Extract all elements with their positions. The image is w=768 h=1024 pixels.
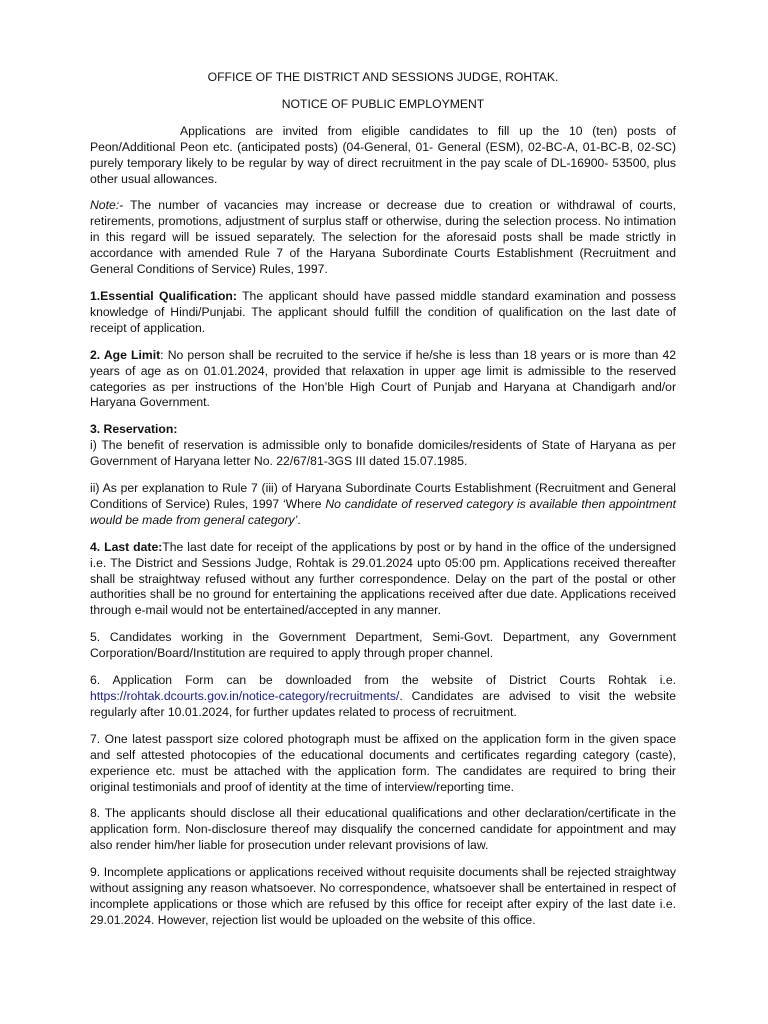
document-title: OFFICE OF THE DISTRICT AND SESSIONS JUDGE, ROHTAK. xyxy=(207,70,559,84)
reservation-point-2-text: ii) As per explanation to Rule 7 (iii) of Haryana Subordinate Courts Establishment (Recruitment and General Conditions of Service) Rules, 1997 ‘Where xyxy=(90,481,676,511)
qualification-label: 1.Essential Qualification: xyxy=(90,288,237,303)
point-9-paragraph: 9. Incomplete applications or applications received without requisite documents shall be rejected straightway without assigning any reason whatsoever. No correspondence, whatsoever shall be entertained in respect of incomplete applications or those which are refused by this office for receipt after expiry of the last date i.e. 29.01.2024. However, rejection list would be uploaded on the website of this office. xyxy=(90,865,676,927)
point-5-paragraph: 5. Candidates working in the Government Department, Semi-Govt. Department, any Government Corporation/Board/Institution are required to apply through proper channel. xyxy=(90,630,676,661)
last-date-paragraph xyxy=(90,540,676,620)
point-8-paragraph: 8. The applicants should disclose all their educational qualifications and other declaration/certificate in the application form. Non-disclosure thereof may disqualify the concerned candidate for appointment and may also render him/her liable for prosecution under relevant provisions of law. xyxy=(90,806,676,853)
point-6-paragraph xyxy=(90,673,676,721)
note-label: Note:- xyxy=(90,198,124,213)
point-6-text-before: 6. Application Form can be downloaded from the website of District Courts Rohtak i.e. xyxy=(90,673,676,688)
point-6-text-after: . Candidates are advised to visit the website regularly after 10.01.2024, for further updates related to process of recruitment. xyxy=(90,689,676,719)
reservation-paragraph xyxy=(90,422,676,470)
recruitment-link[interactable]: https://rohtak.dcourts.gov.in/notice-category/recruitments/ xyxy=(90,689,400,703)
reservation-point-2-italic: No candidate of reserved category is available then appointment would be made from general category’ xyxy=(90,496,676,527)
point-7-paragraph: 7. One latest passport size colored photograph must be affixed on the application form in the given space and self attested photocopies of the educational documents and certificates regarding category (caste), experience etc. must be attached with the application form. The candidates are required to bring their original testimonials and proof of identity at the time of interview/reporting time. xyxy=(90,731,676,794)
qualification-paragraph xyxy=(90,289,676,337)
reservation-label: 3. Reservation: xyxy=(90,422,178,437)
intro-paragraph: Applications are invited from eligible candidates to fill up the 10 (ten) posts of Peon/Additional Peon etc. (anticipated posts) (04-General, 01- General (ESM), 02-BC-A, 01-BC-B, 02-SC) purely temporary likely to be regular by way of direct recruitment in the pay scale of DL-16900- 53500, plus other usual allowances. xyxy=(90,123,676,186)
note-paragraph xyxy=(90,198,676,278)
age-limit-text: : No person shall be recruited to the service if he/she is less than 18 years or is more than 42 years of age as on 01.01.2024, provided that relaxation in upper age limit is admissible to the reserved categories as per instructions of the Hon’ble High Court of Punjab and Haryana at Chandigarh and/or Haryana Government. xyxy=(90,347,677,410)
age-limit-paragraph xyxy=(90,348,676,412)
reservation-point-2 xyxy=(90,481,676,529)
last-date-text: The last date for receipt of the applications by post or by hand in the office of the undersigned i.e. The District and Sessions Judge, Rohtak is 29.01.2024 upto 05:00 pm. Applications received thereafter shall be straightway refused without any further correspondence. Delay on the part of the postal or other authorities shall be no ground for entertaining the applications received after due date. Applications received through e-mail would not be entertained/accepted in any manner. xyxy=(90,539,676,618)
last-date-label: 4. Last date: xyxy=(90,539,163,554)
note-text: The number of vacancies may increase or decrease due to creation or withdrawal of courts, retirements, promotions, adjustment of surplus staff or otherwise, during the selection process. No intimation in this regard will be issued separately. The selection for the aforesaid posts shall be made strictly in accordance with amended Rule 7 of the Haryana Subordinate Courts Establishment (Recruitment and General Conditions of Service) Rules, 1997. xyxy=(90,198,676,277)
qualification-text: The applicant should have passed middle standard examination and possess knowledge of Hindi/Punjabi. The applicant should fulfill the condition of qualification on the last date of receipt of application. xyxy=(90,288,676,335)
age-limit-label: 2. Age Limit xyxy=(90,347,161,362)
reservation-point-1: i) The benefit of reservation is admissible only to bonafide domiciles/residents of State of Haryana as per Government of Haryana letter No. 22/67/81-3GS III dated 15.07.1985. xyxy=(90,438,676,469)
document-subtitle: NOTICE OF PUBLIC EMPLOYMENT xyxy=(281,96,485,111)
reservation-point-2-end: . xyxy=(297,512,301,527)
